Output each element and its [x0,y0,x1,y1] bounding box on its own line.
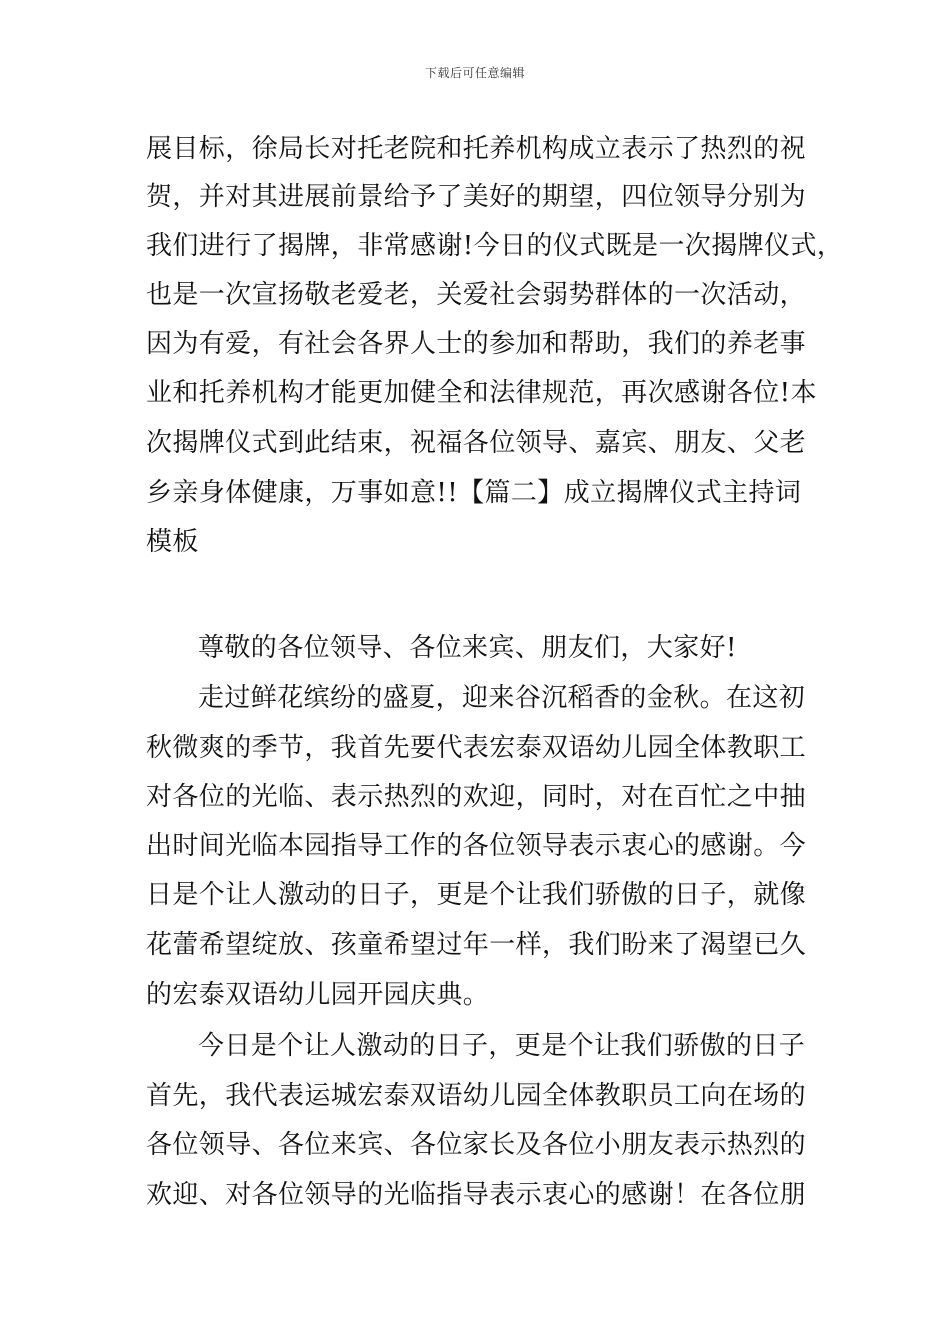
text-line: 今日是个让人激动的日子，更是个让我们骄傲的日子 [198,1031,806,1061]
text-line: 首先，我代表运城宏泰双语幼儿园全体教职员工向在场的 [146,1081,807,1111]
text-line: 秋微爽的季节，我首先要代表宏泰双语幼儿园全体教职工 [146,733,807,763]
text-line: 对各位的光临、表示热烈的欢迎，同时，对在百忙之中抽 [146,782,807,812]
text-line: 走过鲜花缤纷的盛夏，迎来谷沉稻香的金秋。在这初 [198,683,806,713]
text-line: 贺，并对其进展前景给予了美好的期望，四位领导分别为 [146,182,807,212]
text-line: 花蕾希望绽放、孩童希望过年一样，我们盼来了渴望已久 [146,930,807,960]
text-line: 展目标，徐局长对托老院和托养机构成立表示了热烈的祝 [146,134,807,164]
text-line: 因为有爱，有社会各界人士的参加和帮助，我们的养老事 [146,329,807,359]
text-line: 次揭牌仪式到此结束，祝福各位领导、嘉宾、朋友、父老 [146,428,807,458]
text-line: 的宏泰双语幼儿园开园庆典。 [146,980,490,1010]
text-line: 出时间光临本园指导工作的各位领导表示衷心的感谢。今 [146,831,807,861]
text-line: 各位领导、各位来宾、各位家长及各位小朋友表示热烈的 [146,1130,807,1160]
text-line: 我们进行了揭牌，非常感谢!今日的仪式既是一次揭牌仪式， [146,231,844,261]
text-line: 乡亲身体健康，万事如意!!【篇二】成立揭牌仪式主持词 [146,478,802,508]
text-line: 尊敬的各位领导、各位来宾、朋友们，大家好! [198,633,737,663]
text-line: 也是一次宣扬敬老爱老，关爱社会弱势群体的一次活动， [146,280,807,310]
page-header: 下载后可任意编辑 [424,66,525,80]
text-line: 业和托养机构才能更加健全和法律规范，再次感谢各位!本 [146,378,817,408]
text-line: 欢迎、对各位领导的光临指导表示衷心的感谢！在各位朋 [146,1180,807,1210]
text-line: 日是个让人激动的日子，更是个让我们骄傲的日子，就像 [146,880,807,910]
text-line: 模板 [146,527,199,557]
